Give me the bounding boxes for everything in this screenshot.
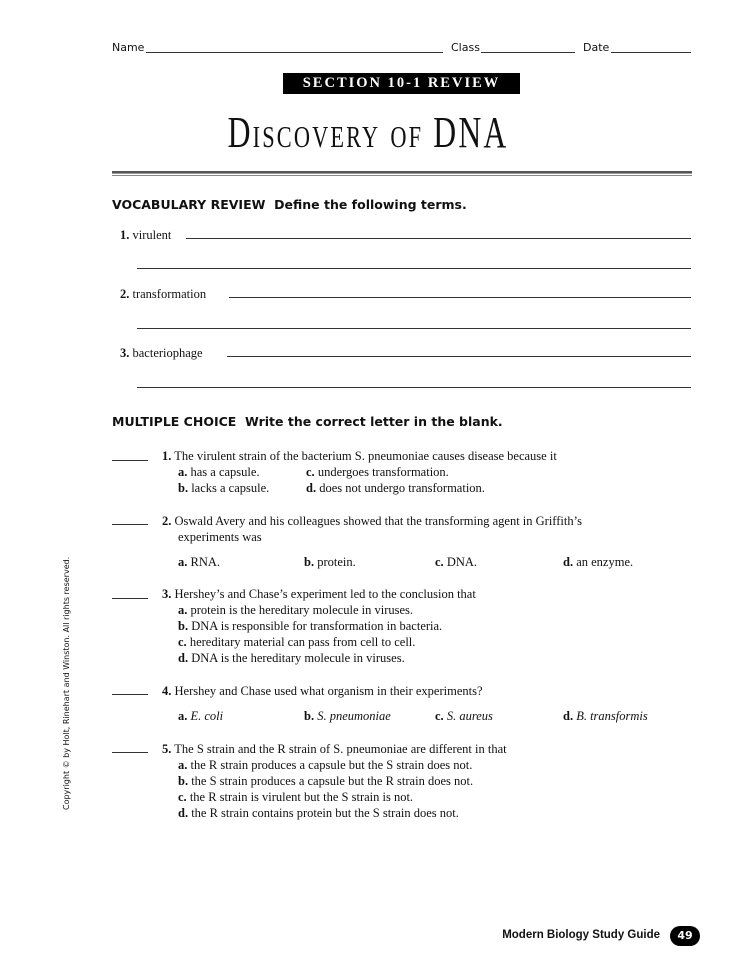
answer-line[interactable] (137, 387, 691, 388)
page-number: 49 (670, 926, 700, 946)
page-title: Discovery of DNA (227, 108, 509, 157)
divider (112, 175, 692, 176)
multiple-choice-heading: MULTIPLE CHOICE Write the correct letter in the blank. (112, 414, 503, 429)
answer-line[interactable] (227, 356, 691, 357)
answer-blank[interactable] (112, 524, 148, 525)
question-1: 1. The virulent strain of the bacterium S. pneumoniae causes disease because it a. has a capsule. c. undergoes transformation. b. lacks a capsule. d. does not undergo transformation. (162, 449, 557, 495)
book-title: Modern Biology Study Guide (502, 929, 660, 941)
divider (112, 171, 692, 174)
answer-line[interactable] (137, 268, 691, 269)
vocab-item: 3. bacteriophage (120, 346, 203, 360)
date-field[interactable] (611, 52, 691, 53)
answer-line[interactable] (186, 238, 691, 239)
vocab-item: 1. virulent (120, 228, 172, 242)
answer-line[interactable] (137, 328, 691, 329)
section-banner: SECTION 10-1 REVIEW (283, 73, 520, 94)
name-label: Name (112, 41, 145, 54)
answer-blank[interactable] (112, 598, 148, 599)
copyright-notice: Copyright © by Holt, Rinehart and Winston. All rights reserved. (62, 556, 71, 810)
vocabulary-heading: VOCABULARY REVIEW Define the following terms. (112, 197, 467, 212)
vocab-item: 2. transformation (120, 287, 207, 301)
answer-blank[interactable] (112, 694, 148, 695)
answer-line[interactable] (229, 297, 691, 298)
question-4: 4. Hershey and Chase used what organism in their experiments? a. E. coli b. S. pneumoniae c. S. aureus d. B. transformis (162, 684, 648, 723)
date-label: Date (583, 41, 610, 54)
question-5: 5. The S strain and the R strain of S. pneumoniae are different in that a. the R strain produces a capsule but the S strain does not. b. the S strain produces a capsule but the R strain does not. c. the R strain is virulent but the S strain is not. d. the R strain contains protein but the S strain does not. (162, 742, 507, 820)
answer-blank[interactable] (112, 460, 148, 461)
question-2: 2. Oswald Avery and his colleagues showed that the transforming agent in Griffith’s experiments was a. RNA. b. protein. c. DNA. d. an enzyme. (162, 514, 634, 569)
question-3: 3. Hershey’s and Chase’s experiment led to the conclusion that a. protein is the hereditary molecule in viruses. b. DNA is responsible for transformation in bacteria. c. hereditary material can pass from cell to cell. d. DNA is the hereditary molecule in viruses. (162, 587, 476, 665)
class-field[interactable] (481, 52, 575, 53)
name-field[interactable] (146, 52, 443, 53)
class-label: Class (451, 41, 480, 54)
answer-blank[interactable] (112, 752, 148, 753)
